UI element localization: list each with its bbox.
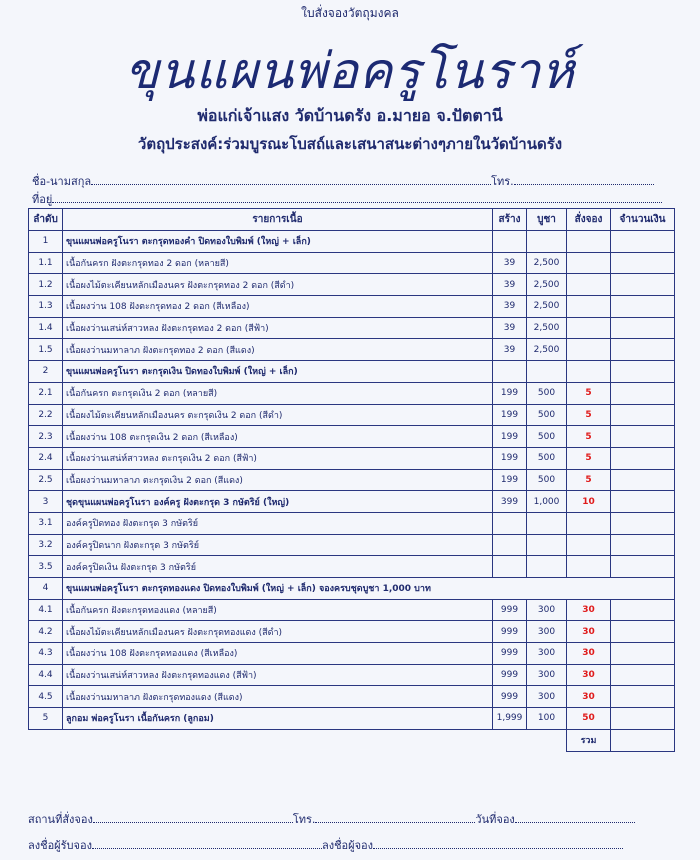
row-number: 2.5 <box>29 469 63 491</box>
tel-label: โทร. <box>491 175 514 188</box>
row-order-count[interactable]: 50 <box>567 708 611 730</box>
row-order-count[interactable]: 30 <box>567 664 611 686</box>
table-body <box>29 231 675 752</box>
table-row <box>29 274 675 296</box>
row-price <box>527 534 567 556</box>
row-item: ลูกอม พ่อครูโนรา เนื้อกันครก (ลูกอม) <box>63 708 493 730</box>
row-item: เนื้อกันครก ฝังตะกรุดทองแดง (หลายสี) <box>63 599 493 621</box>
group-row <box>29 708 675 730</box>
row-amount[interactable] <box>611 231 675 253</box>
row-price <box>527 231 567 253</box>
table-row <box>29 686 675 708</box>
temple-subtitle: พ่อแก่เจ้าแสง วัดบ้านดรัง อ.มายอ จ.ปัตตานี <box>197 106 503 125</box>
row-number: 4.1 <box>29 599 63 621</box>
receiver-field[interactable] <box>92 839 322 849</box>
tel-field[interactable] <box>514 175 654 185</box>
col-header-price: บูชา <box>527 209 567 231</box>
row-item: เนื้อผงไม้ตะเคียนหลักเมืองนคร ตะกรุดเงิน 2 ดอก (สีดำ) <box>63 404 493 426</box>
receiver-label: ลงชื่อผู้รับจอง <box>28 839 92 852</box>
row-amount[interactable] <box>611 664 675 686</box>
row-number: 1 <box>29 231 63 253</box>
row-price <box>527 556 567 578</box>
name-line <box>32 172 654 190</box>
table-row <box>29 512 675 534</box>
row-made: 1,999 <box>493 708 527 730</box>
row-item: ชุดขุนแผนพ่อครูโนรา องค์ครู ฝังตะกรุด 3 กษัตริย์ (ใหญ่) <box>63 491 493 513</box>
row-number: 1.2 <box>29 274 63 296</box>
table-row <box>29 664 675 686</box>
name-label: ชื่อ-นามสกุล <box>32 175 92 188</box>
table-header-row <box>29 209 675 231</box>
row-made: 999 <box>493 643 527 665</box>
purpose-subtitle: วัตถุประสงค์:ร่วมบูรณะโบสถ์และเสนาสนะต่างๆภายในวัดบ้านดรัง <box>137 135 563 153</box>
row-price: 100 <box>527 708 567 730</box>
row-made: 999 <box>493 686 527 708</box>
row-made: 199 <box>493 426 527 448</box>
row-number: 5 <box>29 708 63 730</box>
row-made: 39 <box>493 274 527 296</box>
row-price: 2,500 <box>527 274 567 296</box>
row-order-count[interactable]: 5 <box>567 469 611 491</box>
row-order-count[interactable] <box>567 296 611 318</box>
address-line <box>32 190 662 208</box>
row-amount[interactable] <box>611 404 675 426</box>
table-row <box>29 382 675 404</box>
row-price: 300 <box>527 664 567 686</box>
col-header-amount: จำนวนเงิน <box>611 209 675 231</box>
row-number: 3 <box>29 491 63 513</box>
table-row <box>29 534 675 556</box>
row-made <box>493 534 527 556</box>
row-amount[interactable] <box>611 252 675 274</box>
footer-line-2 <box>28 836 623 854</box>
name-field[interactable] <box>91 175 491 185</box>
row-order-count[interactable]: 30 <box>567 643 611 665</box>
table-row <box>29 469 675 491</box>
table-row <box>29 643 675 665</box>
blank-cell <box>493 729 527 751</box>
table-row <box>29 317 675 339</box>
table-row <box>29 296 675 318</box>
row-number: 4.4 <box>29 664 63 686</box>
booker-field[interactable] <box>373 839 623 849</box>
table-row <box>29 252 675 274</box>
row-price: 300 <box>527 686 567 708</box>
row-item: เนื้อผงว่าน 108 ฝังตะกรุดทอง 2 ดอก (สีเหลือง) <box>63 296 493 318</box>
row-made <box>493 512 527 534</box>
row-price <box>527 361 567 383</box>
row-item: เนื้อผงว่านเสน่ห์สาวหลง ตะกรุดเงิน 2 ดอก (สีฟ้า) <box>63 447 493 469</box>
footer-line-1 <box>28 810 635 828</box>
row-made: 199 <box>493 447 527 469</box>
row-order-count[interactable] <box>567 556 611 578</box>
row-made <box>493 361 527 383</box>
row-price: 500 <box>527 447 567 469</box>
row-made: 199 <box>493 404 527 426</box>
row-made: 199 <box>493 382 527 404</box>
col-header-item: รายการเนื้อ <box>63 209 493 231</box>
row-item: ขุนแผนพ่อครูโนรา ตะกรุดทองคำ ปิดทองใบพิมพ์ (ใหญ่ + เล็ก) <box>63 231 493 253</box>
row-amount[interactable] <box>611 599 675 621</box>
row-number: 1.3 <box>29 296 63 318</box>
row-item: เนื้อกันครก ฝังตะกรุดทอง 2 ดอก (หลายสี) <box>63 252 493 274</box>
row-item: เนื้อผงว่านเสน่ห์สาวหลง ฝังตะกรุดทอง 2 ดอก (สีฟ้า) <box>63 317 493 339</box>
row-price: 300 <box>527 643 567 665</box>
place-label: สถานที่สั่งจอง <box>28 813 93 826</box>
row-number: 2.2 <box>29 404 63 426</box>
row-order-count[interactable]: 30 <box>567 686 611 708</box>
row-amount[interactable] <box>611 556 675 578</box>
date-label: วันที่จอง <box>475 813 515 826</box>
row-made: 39 <box>493 317 527 339</box>
row-item: องค์ครูปิดเงิน ฝังตะกรุด 3 กษัตริย์ <box>63 556 493 578</box>
row-amount[interactable] <box>611 361 675 383</box>
total-label: รวม <box>567 729 611 751</box>
row-number: 1.1 <box>29 252 63 274</box>
col-header-made: สร้าง <box>493 209 527 231</box>
footer-tel-field[interactable] <box>315 813 475 823</box>
row-price <box>527 512 567 534</box>
row-made: 39 <box>493 339 527 361</box>
table-row <box>29 599 675 621</box>
row-number: 1.4 <box>29 317 63 339</box>
row-amount[interactable] <box>611 317 675 339</box>
row-order-count[interactable]: 5 <box>567 447 611 469</box>
row-item: เนื้อผงว่าน 108 ฝังตะกรุดทองแดง (สีเหลือง) <box>63 643 493 665</box>
row-price: 2,500 <box>527 317 567 339</box>
table-row <box>29 447 675 469</box>
table-row <box>29 339 675 361</box>
row-item: ขุนแผนพ่อครูโนรา ตะกรุดทองแดง ปิดทองใบพิมพ์ (ใหญ่ + เล็ก) จองครบชุดบูชา 1,000 บาท <box>63 578 675 600</box>
col-header-no: ลำดับ <box>29 209 63 231</box>
row-price: 1,000 <box>527 491 567 513</box>
row-price: 500 <box>527 426 567 448</box>
row-item: เนื้อกันครก ตะกรุดเงิน 2 ดอก (หลายสี) <box>63 382 493 404</box>
group-row <box>29 361 675 383</box>
row-made: 399 <box>493 491 527 513</box>
row-item: เนื้อผงว่าน 108 ตะกรุดเงิน 2 ดอก (สีเหลือง) <box>63 426 493 448</box>
row-made: 999 <box>493 664 527 686</box>
row-number: 2.4 <box>29 447 63 469</box>
row-item: เนื้อผงว่านเสน่ห์สาวหลง ฝังตะกรุดทองแดง (สีฟ้า) <box>63 664 493 686</box>
row-made: 999 <box>493 599 527 621</box>
row-item: เนื้อผงไม้ตะเคียนหลักเมืองนคร ฝังตะกรุดทอง 2 ดอก (สีดำ) <box>63 274 493 296</box>
row-price: 300 <box>527 599 567 621</box>
row-item: เนื้อผงไม้ตะเคียนหลักเมืองนคร ฝังตะกรุดทองแดง (สีดำ) <box>63 621 493 643</box>
blank-cell <box>527 729 567 751</box>
row-order-count[interactable] <box>567 361 611 383</box>
row-order-count[interactable] <box>567 534 611 556</box>
row-order-count[interactable] <box>567 317 611 339</box>
row-amount[interactable] <box>611 382 675 404</box>
row-order-count[interactable] <box>567 512 611 534</box>
row-made: 39 <box>493 252 527 274</box>
amulet-title: ขุนแผนพ่อครูโนราห์ <box>124 42 576 100</box>
row-number: 4 <box>29 578 63 600</box>
group-row <box>29 578 675 600</box>
row-order-count[interactable] <box>567 339 611 361</box>
group-row <box>29 491 675 513</box>
row-item: เนื้อผงว่านมหาลาภ ตะกรุดเงิน 2 ดอก (สีแดง) <box>63 469 493 491</box>
row-made: 199 <box>493 469 527 491</box>
row-amount[interactable] <box>611 534 675 556</box>
row-made: 39 <box>493 296 527 318</box>
col-header-order: สั่งจอง <box>567 209 611 231</box>
row-number: 4.2 <box>29 621 63 643</box>
date-field[interactable] <box>515 813 635 823</box>
form-small-title: ใบสั่งจองวัตถุมงคล <box>301 6 399 20</box>
row-item: องค์ครูปิดนาก ฝังตะกรุด 3 กษัตริย์ <box>63 534 493 556</box>
blank-cell <box>63 729 493 751</box>
total-amount[interactable] <box>611 729 675 751</box>
row-item: เนื้อผงว่านมหาลาภ ฝังตะกรุดทองแดง (สีแดง) <box>63 686 493 708</box>
place-field[interactable] <box>93 813 293 823</box>
row-amount[interactable] <box>611 339 675 361</box>
row-price: 500 <box>527 469 567 491</box>
row-number: 1.5 <box>29 339 63 361</box>
row-order-count[interactable]: 5 <box>567 382 611 404</box>
row-amount[interactable] <box>611 512 675 534</box>
row-price: 2,500 <box>527 296 567 318</box>
row-order-count[interactable] <box>567 274 611 296</box>
row-order-count[interactable]: 5 <box>567 426 611 448</box>
row-order-count[interactable] <box>567 252 611 274</box>
row-number: 4.5 <box>29 686 63 708</box>
total-row <box>29 729 675 751</box>
row-amount[interactable] <box>611 491 675 513</box>
row-made: 999 <box>493 621 527 643</box>
row-number: 2 <box>29 361 63 383</box>
row-price: 2,500 <box>527 339 567 361</box>
order-table <box>28 208 675 752</box>
row-made <box>493 231 527 253</box>
footer-tel-label: โทร. <box>292 813 316 826</box>
row-amount[interactable] <box>611 643 675 665</box>
row-price: 300 <box>527 621 567 643</box>
row-order-count[interactable]: 30 <box>567 621 611 643</box>
row-number: 3.5 <box>29 556 63 578</box>
row-price: 500 <box>527 382 567 404</box>
row-amount[interactable] <box>611 274 675 296</box>
row-number: 2.1 <box>29 382 63 404</box>
address-label: ที่อยู่ <box>32 193 53 206</box>
row-amount[interactable] <box>611 426 675 448</box>
group-row <box>29 231 675 253</box>
row-item: ขุนแผนพ่อครูโนรา ตะกรุดเงิน ปิดทองใบพิมพ์ (ใหญ่ + เล็ก) <box>63 361 493 383</box>
table-row <box>29 426 675 448</box>
row-item: องค์ครูปิดทอง ฝังตะกรุด 3 กษัตริย์ <box>63 512 493 534</box>
row-price: 2,500 <box>527 252 567 274</box>
row-order-count[interactable]: 5 <box>567 404 611 426</box>
table-row <box>29 556 675 578</box>
address-field[interactable] <box>52 193 662 203</box>
table-row <box>29 621 675 643</box>
table-row <box>29 404 675 426</box>
row-number: 2.3 <box>29 426 63 448</box>
row-amount[interactable] <box>611 447 675 469</box>
row-amount[interactable] <box>611 469 675 491</box>
row-price: 500 <box>527 404 567 426</box>
row-number: 3.1 <box>29 512 63 534</box>
row-order-count[interactable]: 10 <box>567 491 611 513</box>
row-amount[interactable] <box>611 296 675 318</box>
row-number: 4.3 <box>29 643 63 665</box>
row-amount[interactable] <box>611 621 675 643</box>
row-amount[interactable] <box>611 708 675 730</box>
row-amount[interactable] <box>611 686 675 708</box>
row-number: 3.2 <box>29 534 63 556</box>
row-order-count[interactable]: 30 <box>567 599 611 621</box>
row-order-count[interactable] <box>567 231 611 253</box>
blank-cell <box>29 729 63 751</box>
row-made <box>493 556 527 578</box>
booker-label: ลงชื่อผู้จอง <box>321 839 374 852</box>
row-item: เนื้อผงว่านมหาลาภ ฝังตะกรุดทอง 2 ดอก (สีแดง) <box>63 339 493 361</box>
